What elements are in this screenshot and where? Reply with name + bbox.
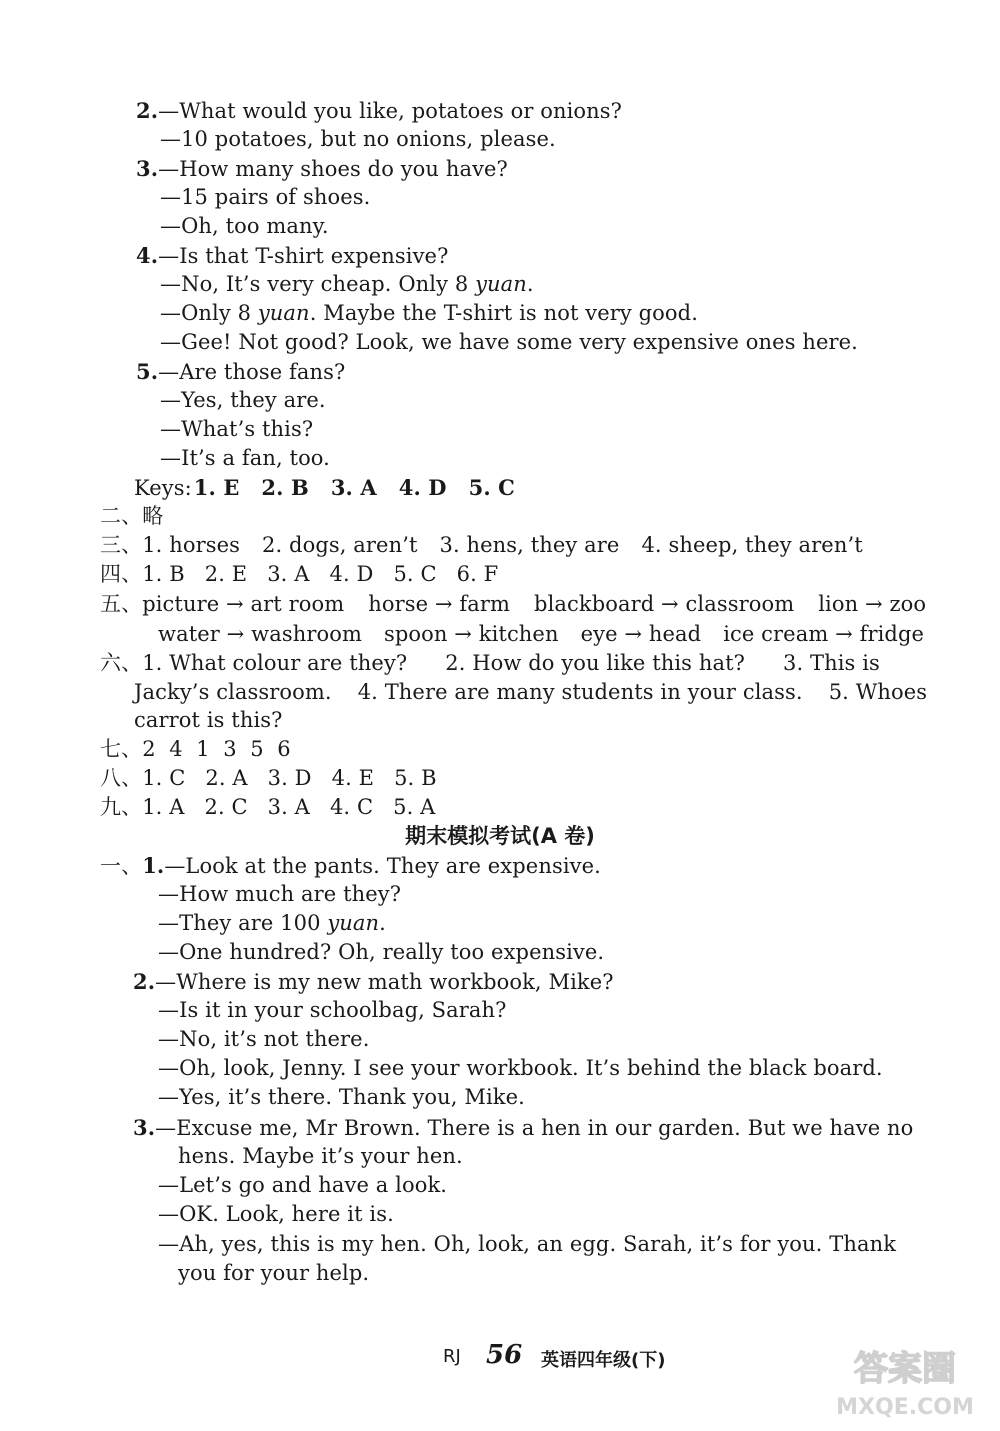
dialog-line: 2.—Where is my new math workbook, Mike? [133, 969, 614, 994]
dialog-line: 4.—Is that T-shirt expensive? [136, 243, 449, 268]
dialog-line: —Oh, look, Jenny. I see your workbook. It’s behind the black board. [158, 1056, 883, 1080]
dialog-line: —They are 100 yuan. [158, 911, 386, 935]
subject-label: 英语四年级(下) [541, 1350, 666, 1371]
answer-keys: Keys:1. E 2. B 3. A 4. D 5. C [134, 475, 515, 500]
dialog-line: —Gee! Not good? Look, we have some very expensive ones here. [160, 330, 858, 354]
dialog-line: —No, It’s very cheap. Only 8 yuan. [160, 272, 534, 296]
dialog-line: 一、1.—Look at the pants. They are expensive. [100, 853, 601, 878]
watermark-bottom-text: MXQE.COM [836, 1395, 974, 1420]
dialog-line: 5.—Are those fans? [136, 359, 346, 384]
section-5-row1: 五、picture → art room horse → farm blackboard → classroom lion → zoo [100, 592, 927, 616]
dialog-line: —One hundred? Oh, really too expensive. [158, 940, 605, 964]
dialog-line: —How much are they? [158, 882, 402, 906]
dialog-line: —What’s this? [160, 417, 314, 441]
page-number: 56 [486, 1340, 523, 1370]
dialog-line: 2.—What would you like, potatoes or onions? [136, 98, 623, 123]
dialog-line: —Is it in your schoolbag, Sarah? [158, 998, 507, 1022]
section-5-row2: water → washroom spoon → kitchen eye → head ice cream → fridge [158, 622, 925, 646]
section-6-line3: carrot is this? [134, 708, 283, 732]
dialog-line: —Yes, it’s there. Thank you, Mike. [158, 1085, 525, 1109]
section-4: 四、1. B 2. E 3. A 4. D 5. C 6. F [100, 562, 499, 586]
dialog-line: —15 pairs of shoes. [160, 185, 371, 209]
dialog-line: —Ah, yes, this is my hen. Oh, look, an egg. Sarah, it’s for you. Thank [158, 1232, 897, 1256]
dialog-line: —Oh, too many. [160, 214, 329, 238]
section-8: 八、1. C 2. A 3. D 4. E 5. B [100, 766, 437, 790]
section-7: 七、2 4 1 3 5 6 [100, 737, 291, 761]
watermark-logo [820, 1340, 990, 1425]
dialog-line: 3.—Excuse me, Mr Brown. There is a hen in our garden. But we have no [133, 1115, 914, 1140]
dialog-line: 3.—How many shoes do you have? [136, 156, 508, 181]
section-3: 三、1. horses 2. dogs, aren’t 3. hens, they are 4. sheep, they aren’t [100, 533, 863, 557]
dialog-line: —It’s a fan, too. [160, 446, 330, 470]
dialog-line: —Only 8 yuan. Maybe the T-shirt is not very good. [160, 301, 698, 325]
dialog-line: —10 potatoes, but no onions, please. [160, 127, 556, 151]
section-9: 九、1. A 2. C 3. A 4. C 5. A [100, 795, 436, 819]
edition-label: RJ [443, 1346, 461, 1367]
dialog-line: —Let’s go and have a look. [158, 1173, 448, 1197]
dialog-line: you for your help. [178, 1261, 370, 1285]
exam-title: 期末模拟考试(A 卷) [405, 824, 595, 848]
dialog-line: hens. Maybe it’s your hen. [178, 1144, 463, 1168]
section-2: 二、略 [100, 504, 164, 528]
dialog-line: —Yes, they are. [160, 388, 326, 412]
section-6-line2: Jacky’s classroom. 4. There are many students in your class. 5. Whoes [134, 680, 928, 704]
watermark-top-text: 答案圈 [854, 1349, 956, 1389]
dialog-line: —OK. Look, here it is. [158, 1202, 394, 1226]
section-6-line1: 六、1. What colour are they? 2. How do you like this hat? 3. This is [100, 651, 880, 675]
dialog-line: —No, it’s not there. [158, 1027, 370, 1051]
